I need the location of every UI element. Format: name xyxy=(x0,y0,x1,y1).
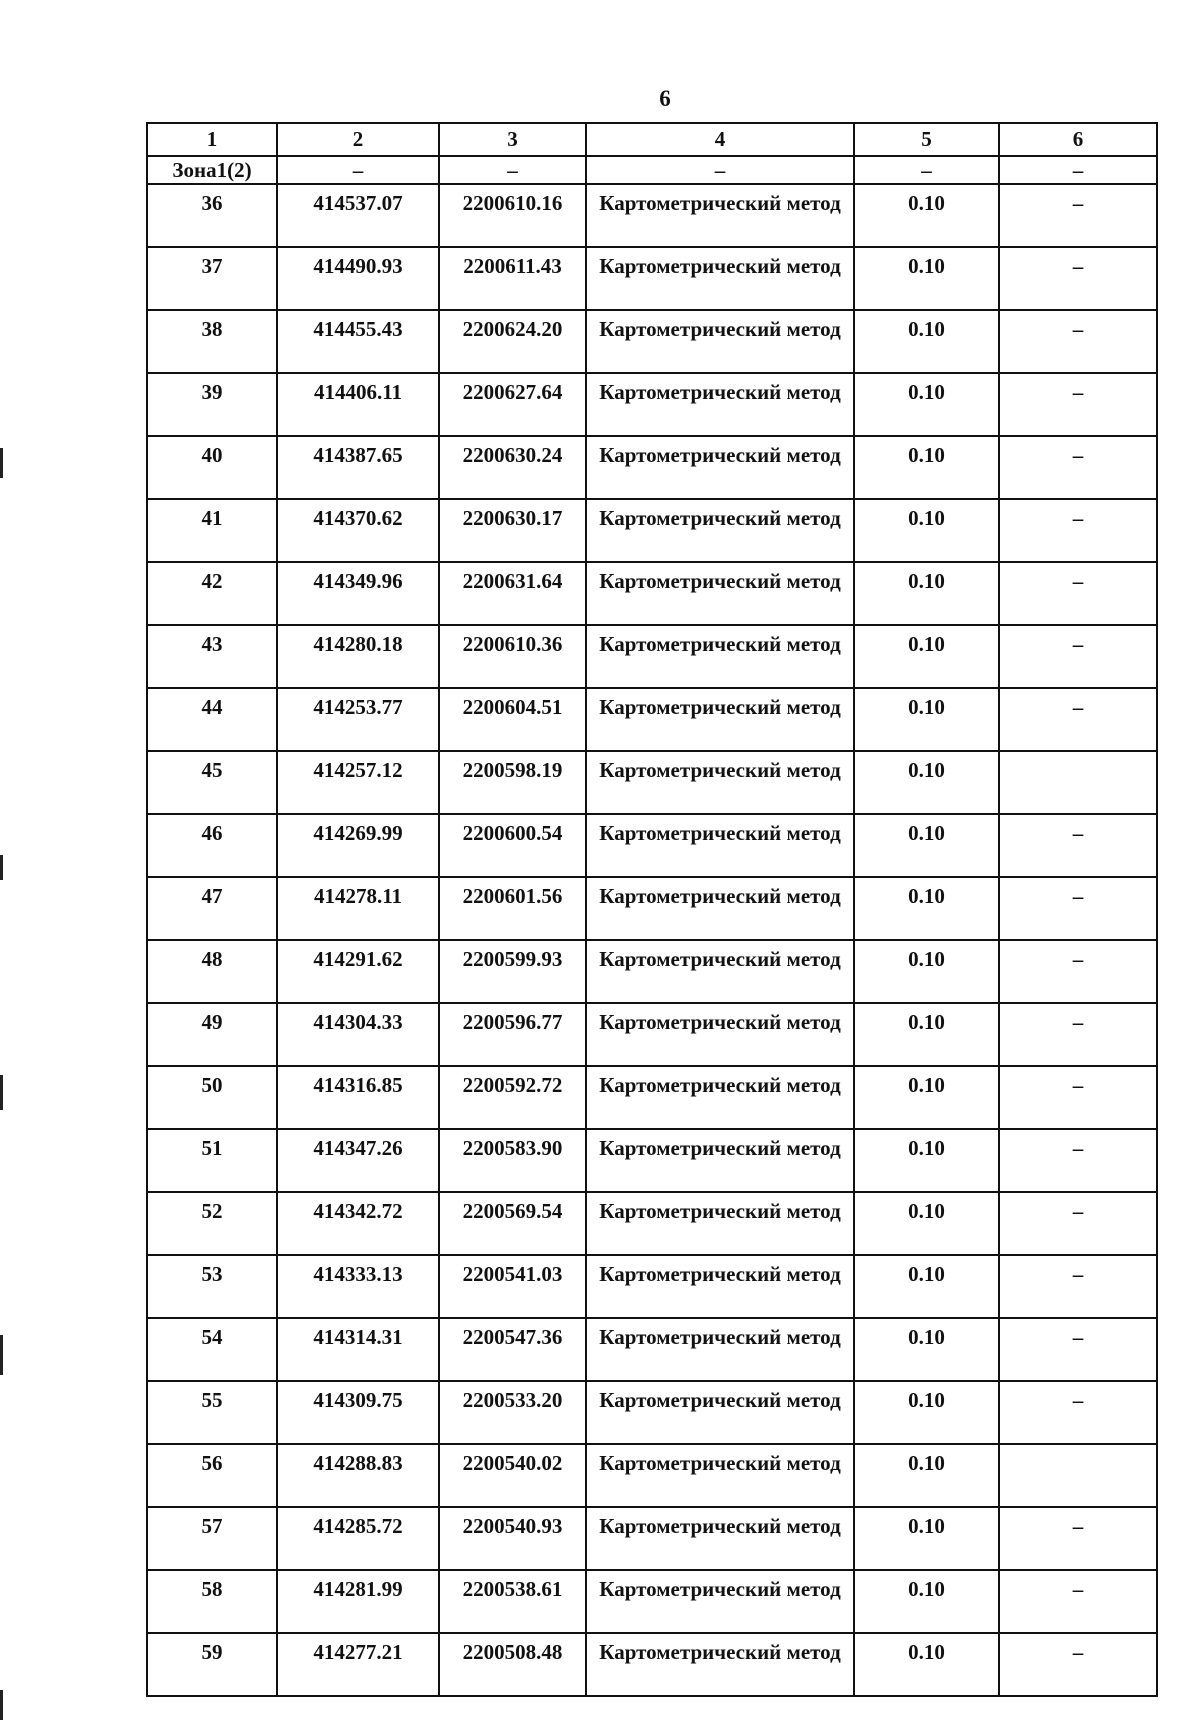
point-number-cell: 40 xyxy=(147,436,277,499)
header-cell: 3 xyxy=(439,123,586,156)
x-coordinate-cell: 414288.83 xyxy=(277,1444,439,1507)
note-cell: – xyxy=(999,247,1157,310)
y-coordinate-cell: 2200540.93 xyxy=(439,1507,586,1570)
accuracy-cell: 0.10 xyxy=(854,1318,999,1381)
method-cell: Картометрический метод xyxy=(586,1255,854,1318)
method-cell: Картометрический метод xyxy=(586,1003,854,1066)
y-coordinate-cell: 2200592.72 xyxy=(439,1066,586,1129)
accuracy-cell: 0.10 xyxy=(854,625,999,688)
method-cell: Картометрический метод xyxy=(586,625,854,688)
method-cell: Картометрический метод xyxy=(586,310,854,373)
y-coordinate-cell: 2200610.36 xyxy=(439,625,586,688)
method-cell: Картометрический метод xyxy=(586,940,854,1003)
y-coordinate-cell: 2200583.90 xyxy=(439,1129,586,1192)
accuracy-cell: 0.10 xyxy=(854,1570,999,1633)
accuracy-cell: 0.10 xyxy=(854,751,999,814)
point-number-cell: 58 xyxy=(147,1570,277,1633)
method-cell: Картометрический метод xyxy=(586,247,854,310)
table-row xyxy=(147,940,1157,1003)
point-number-cell: 41 xyxy=(147,499,277,562)
y-coordinate-cell: 2200600.54 xyxy=(439,814,586,877)
header-cell: 1 xyxy=(147,123,277,156)
table-row xyxy=(147,247,1157,310)
accuracy-cell: 0.10 xyxy=(854,1003,999,1066)
y-coordinate-cell: 2200508.48 xyxy=(439,1633,586,1696)
accuracy-cell: 0.10 xyxy=(854,1129,999,1192)
table-row xyxy=(147,1507,1157,1570)
accuracy-cell: 0.10 xyxy=(854,1507,999,1570)
coordinates-table-body xyxy=(147,123,1157,1696)
y-coordinate-cell: 2200630.17 xyxy=(439,499,586,562)
point-number-cell: 53 xyxy=(147,1255,277,1318)
point-number-cell: 51 xyxy=(147,1129,277,1192)
accuracy-cell: 0.10 xyxy=(854,814,999,877)
point-number-cell: 48 xyxy=(147,940,277,1003)
table-row xyxy=(147,310,1157,373)
accuracy-cell: 0.10 xyxy=(854,1255,999,1318)
accuracy-cell: 0.10 xyxy=(854,1192,999,1255)
table-row xyxy=(147,1129,1157,1192)
point-number-cell: 36 xyxy=(147,184,277,247)
method-cell: Картометрический метод xyxy=(586,1192,854,1255)
table-row xyxy=(147,436,1157,499)
table-row xyxy=(147,814,1157,877)
y-coordinate-cell: 2200538.61 xyxy=(439,1570,586,1633)
method-cell: Картометрический метод xyxy=(586,751,854,814)
zone-row xyxy=(147,156,1157,184)
method-cell: Картометрический метод xyxy=(586,436,854,499)
point-number-cell: 46 xyxy=(147,814,277,877)
y-coordinate-cell: 2200627.64 xyxy=(439,373,586,436)
method-cell: Картометрический метод xyxy=(586,1129,854,1192)
x-coordinate-cell: 414277.21 xyxy=(277,1633,439,1696)
note-cell: – xyxy=(999,814,1157,877)
method-cell: Картометрический метод xyxy=(586,499,854,562)
table-row xyxy=(147,751,1157,814)
y-coordinate-cell: 2200631.64 xyxy=(439,562,586,625)
note-cell: – xyxy=(999,1192,1157,1255)
x-coordinate-cell: 414333.13 xyxy=(277,1255,439,1318)
point-number-cell: 57 xyxy=(147,1507,277,1570)
method-cell: Картометрический метод xyxy=(586,562,854,625)
page-number: 6 xyxy=(659,86,671,111)
y-coordinate-cell: 2200541.03 xyxy=(439,1255,586,1318)
note-cell: – xyxy=(999,1255,1157,1318)
y-coordinate-cell: 2200610.16 xyxy=(439,184,586,247)
table-row xyxy=(147,1318,1157,1381)
header-row xyxy=(147,123,1157,156)
zone-cell: – xyxy=(439,156,586,184)
point-number-cell: 47 xyxy=(147,877,277,940)
note-cell: – xyxy=(999,499,1157,562)
method-cell: Картометрический метод xyxy=(586,688,854,751)
accuracy-cell: 0.10 xyxy=(854,310,999,373)
accuracy-cell: 0.10 xyxy=(854,436,999,499)
accuracy-cell: 0.10 xyxy=(854,373,999,436)
table-row xyxy=(147,1570,1157,1633)
accuracy-cell: 0.10 xyxy=(854,184,999,247)
table-row xyxy=(147,625,1157,688)
zone-cell: – xyxy=(586,156,854,184)
y-coordinate-cell: 2200604.51 xyxy=(439,688,586,751)
note-cell: – xyxy=(999,436,1157,499)
x-coordinate-cell: 414304.33 xyxy=(277,1003,439,1066)
table-row xyxy=(147,1444,1157,1507)
x-coordinate-cell: 414285.72 xyxy=(277,1507,439,1570)
note-cell: – xyxy=(999,1003,1157,1066)
y-coordinate-cell: 2200599.93 xyxy=(439,940,586,1003)
method-cell: Картометрический метод xyxy=(586,373,854,436)
x-coordinate-cell: 414269.99 xyxy=(277,814,439,877)
table-row xyxy=(147,1381,1157,1444)
x-coordinate-cell: 414314.31 xyxy=(277,1318,439,1381)
note-cell xyxy=(999,1444,1157,1507)
y-coordinate-cell: 2200596.77 xyxy=(439,1003,586,1066)
point-number-cell: 44 xyxy=(147,688,277,751)
note-cell: – xyxy=(999,184,1157,247)
note-cell: – xyxy=(999,1318,1157,1381)
note-cell: – xyxy=(999,562,1157,625)
point-number-cell: 52 xyxy=(147,1192,277,1255)
method-cell: Картометрический метод xyxy=(586,877,854,940)
note-cell: – xyxy=(999,310,1157,373)
note-cell: – xyxy=(999,1633,1157,1696)
note-cell: – xyxy=(999,688,1157,751)
scan-edge-mark xyxy=(0,1690,3,1720)
accuracy-cell: 0.10 xyxy=(854,1444,999,1507)
zone-label: Зона1(2) xyxy=(147,156,277,184)
table-row xyxy=(147,1633,1157,1696)
x-coordinate-cell: 414349.96 xyxy=(277,562,439,625)
y-coordinate-cell: 2200601.56 xyxy=(439,877,586,940)
table-row xyxy=(147,688,1157,751)
table-row xyxy=(147,1192,1157,1255)
table-row xyxy=(147,877,1157,940)
table-row xyxy=(147,1066,1157,1129)
zone-cell: – xyxy=(277,156,439,184)
method-cell: Картометрический метод xyxy=(586,1633,854,1696)
x-coordinate-cell: 414253.77 xyxy=(277,688,439,751)
accuracy-cell: 0.10 xyxy=(854,499,999,562)
y-coordinate-cell: 2200624.20 xyxy=(439,310,586,373)
accuracy-cell: 0.10 xyxy=(854,1381,999,1444)
x-coordinate-cell: 414291.62 xyxy=(277,940,439,1003)
note-cell xyxy=(999,751,1157,814)
x-coordinate-cell: 414342.72 xyxy=(277,1192,439,1255)
y-coordinate-cell: 2200630.24 xyxy=(439,436,586,499)
x-coordinate-cell: 414280.18 xyxy=(277,625,439,688)
coordinates-table xyxy=(146,122,1158,1697)
header-cell: 6 xyxy=(999,123,1157,156)
x-coordinate-cell: 414370.62 xyxy=(277,499,439,562)
point-number-cell: 38 xyxy=(147,310,277,373)
y-coordinate-cell: 2200569.54 xyxy=(439,1192,586,1255)
zone-cell: – xyxy=(854,156,999,184)
x-coordinate-cell: 414537.07 xyxy=(277,184,439,247)
accuracy-cell: 0.10 xyxy=(854,247,999,310)
point-number-cell: 43 xyxy=(147,625,277,688)
method-cell: Картометрический метод xyxy=(586,814,854,877)
note-cell: – xyxy=(999,373,1157,436)
x-coordinate-cell: 414387.65 xyxy=(277,436,439,499)
table-row xyxy=(147,1003,1157,1066)
x-coordinate-cell: 414309.75 xyxy=(277,1381,439,1444)
point-number-cell: 59 xyxy=(147,1633,277,1696)
table-row xyxy=(147,562,1157,625)
scan-edge-mark xyxy=(0,448,3,478)
zone-cell: – xyxy=(999,156,1157,184)
accuracy-cell: 0.10 xyxy=(854,562,999,625)
point-number-cell: 45 xyxy=(147,751,277,814)
x-coordinate-cell: 414455.43 xyxy=(277,310,439,373)
accuracy-cell: 0.10 xyxy=(854,1633,999,1696)
note-cell: – xyxy=(999,940,1157,1003)
note-cell: – xyxy=(999,1381,1157,1444)
note-cell: – xyxy=(999,1570,1157,1633)
header-cell: 5 xyxy=(854,123,999,156)
method-cell: Картометрический метод xyxy=(586,1318,854,1381)
scan-edge-mark xyxy=(0,855,3,880)
accuracy-cell: 0.10 xyxy=(854,1066,999,1129)
x-coordinate-cell: 414316.85 xyxy=(277,1066,439,1129)
method-cell: Картометрический метод xyxy=(586,1570,854,1633)
accuracy-cell: 0.10 xyxy=(854,877,999,940)
method-cell: Картометрический метод xyxy=(586,1066,854,1129)
accuracy-cell: 0.10 xyxy=(854,688,999,751)
table-row xyxy=(147,1255,1157,1318)
note-cell: – xyxy=(999,877,1157,940)
method-cell: Картометрический метод xyxy=(586,1507,854,1570)
x-coordinate-cell: 414406.11 xyxy=(277,373,439,436)
table-row xyxy=(147,499,1157,562)
point-number-cell: 39 xyxy=(147,373,277,436)
x-coordinate-cell: 414278.11 xyxy=(277,877,439,940)
note-cell: – xyxy=(999,1066,1157,1129)
x-coordinate-cell: 414347.26 xyxy=(277,1129,439,1192)
y-coordinate-cell: 2200547.36 xyxy=(439,1318,586,1381)
point-number-cell: 50 xyxy=(147,1066,277,1129)
point-number-cell: 55 xyxy=(147,1381,277,1444)
table-row xyxy=(147,184,1157,247)
note-cell: – xyxy=(999,1507,1157,1570)
method-cell: Картометрический метод xyxy=(586,1381,854,1444)
y-coordinate-cell: 2200533.20 xyxy=(439,1381,586,1444)
note-cell: – xyxy=(999,625,1157,688)
y-coordinate-cell: 2200540.02 xyxy=(439,1444,586,1507)
method-cell: Картометрический метод xyxy=(586,1444,854,1507)
header-cell: 2 xyxy=(277,123,439,156)
x-coordinate-cell: 414281.99 xyxy=(277,1570,439,1633)
y-coordinate-cell: 2200611.43 xyxy=(439,247,586,310)
point-number-cell: 49 xyxy=(147,1003,277,1066)
point-number-cell: 37 xyxy=(147,247,277,310)
point-number-cell: 42 xyxy=(147,562,277,625)
accuracy-cell: 0.10 xyxy=(854,940,999,1003)
note-cell: – xyxy=(999,1129,1157,1192)
method-cell: Картометрический метод xyxy=(586,184,854,247)
point-number-cell: 56 xyxy=(147,1444,277,1507)
header-cell: 4 xyxy=(586,123,854,156)
point-number-cell: 54 xyxy=(147,1318,277,1381)
table-row xyxy=(147,373,1157,436)
scan-edge-mark xyxy=(0,1335,3,1375)
y-coordinate-cell: 2200598.19 xyxy=(439,751,586,814)
x-coordinate-cell: 414257.12 xyxy=(277,751,439,814)
x-coordinate-cell: 414490.93 xyxy=(277,247,439,310)
scan-edge-mark xyxy=(0,1075,3,1110)
